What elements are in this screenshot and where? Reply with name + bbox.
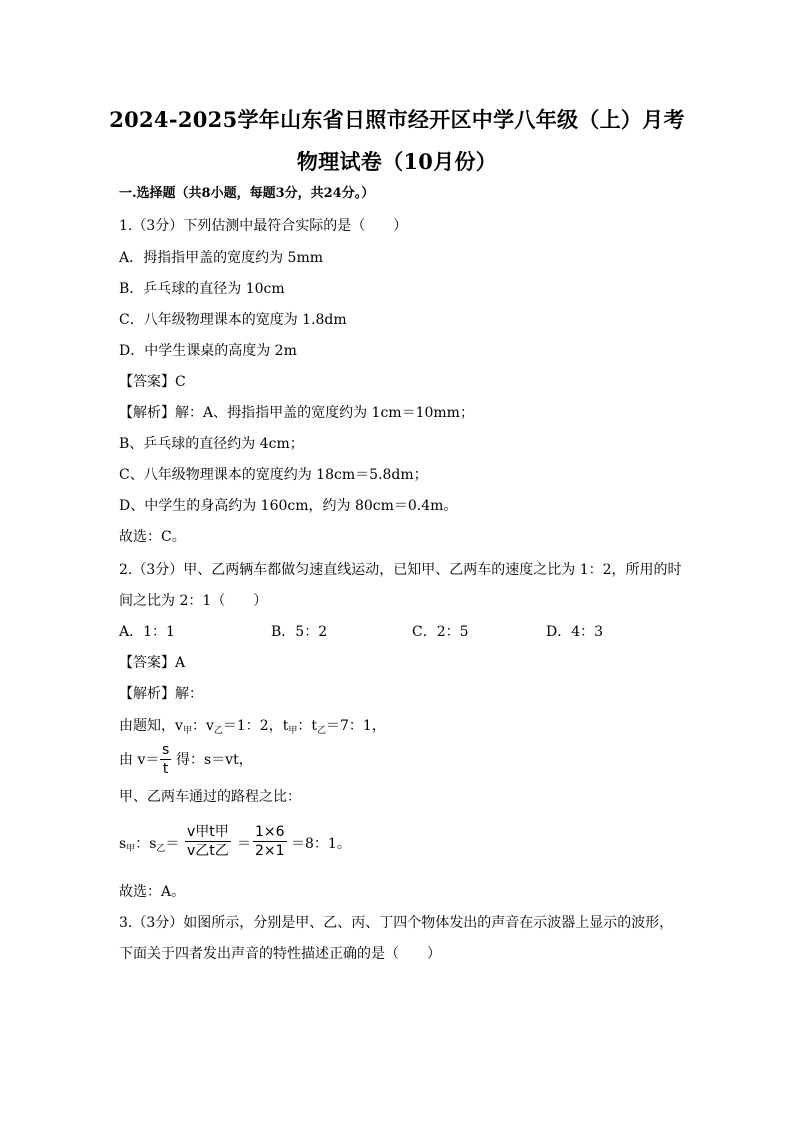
q1-analysis-line: C、八年级物理课本的宽度约为 18cm＝5.8dm； — [119, 467, 428, 483]
formula-numerator: s — [162, 742, 170, 758]
q1-option-c: C．八年级物理课本的宽度为 1.8dm — [119, 312, 347, 328]
q2-distance-text: 甲、乙两车通过的路程之比： — [119, 789, 301, 805]
ratio-fraction-1 — [185, 823, 231, 860]
ratio-fraction-2-denominator: 2×1 — [255, 843, 285, 859]
given-t-symbol: t — [282, 718, 289, 734]
ratio-s-symbol: s — [149, 836, 157, 852]
ratio-jia-sub: 甲 — [126, 844, 136, 854]
given-v-ratio: ＝1：2， — [222, 718, 283, 734]
given-t-symbol: t — [311, 718, 317, 734]
q2-analysis-head: 【解析】解： — [119, 686, 203, 702]
q2-option-a: A．1：1 — [119, 624, 175, 640]
q2-option-c: C．2：5 — [412, 624, 469, 640]
formula-denominator: t — [162, 761, 169, 777]
q3-stem-line-2: 下面关于四者发出声音的特性描述正确的是（ ） — [119, 946, 441, 962]
q3-stem-line-1: 3.（3分）如图所示，分别是甲、乙、丙、丁四个物体发出的声音在示波器上显示的波形， — [119, 915, 674, 931]
q1-option-b: B．乒乓球的直径为 10cm — [119, 281, 285, 297]
ratio-colon: ： — [135, 836, 150, 852]
given-colon: ： — [191, 718, 206, 734]
ratio-lhs — [119, 834, 179, 856]
ratio-result: ＝8：1。 — [291, 836, 351, 852]
q1-option-a: A．拇指指甲盖的宽度约为 5mm — [119, 250, 324, 266]
ratio-equals: ＝ — [237, 836, 251, 852]
section-heading: 一.选择题（共8小题，每题3分，共24分。） — [119, 186, 375, 201]
given-v-symbol: v — [175, 718, 183, 734]
q1-analysis-line: B、乒乓球的直径约为 4cm； — [119, 436, 304, 452]
q2-stem-line-1: 2.（3分）甲、乙两辆车都做匀速直线运动，已知甲、乙两车的速度之比为 1：2，所用的时 — [119, 562, 682, 578]
title-line-1: 2024-2025学年山东省日照市经开区中学八年级（上）月考 — [109, 107, 685, 132]
q1-stem: 1.（3分）下列估测中最符合实际的是（ ） — [119, 218, 408, 234]
given-yi-sub: 乙 — [213, 726, 223, 736]
title-line-2: 物理试卷（10月份） — [296, 149, 498, 174]
q1-conclusion: 故选：C。 — [119, 529, 186, 545]
ratio-s-symbol: s — [119, 836, 127, 852]
given-colon: ： — [297, 718, 312, 734]
given-prefix: 由题知， — [119, 718, 175, 734]
formula-suffix: 得：s＝vt， — [176, 752, 253, 768]
ratio-fraction-1-denominator: v乙t乙 — [187, 843, 229, 859]
ratio-yi-sub: 乙 — [156, 844, 166, 854]
q2-stem-line-2: 间之比为 2：1（ ） — [119, 593, 268, 609]
q1-analysis-line: 【解析】解：A、拇指指甲盖的宽度约为 1cm＝10mm； — [119, 405, 474, 421]
q1-option-d: D．中学生课桌的高度为 2m — [119, 343, 297, 359]
given-t-ratio: ＝7：1， — [326, 718, 386, 734]
q2-option-d: D．4：3 — [546, 624, 604, 640]
ratio-fraction-2 — [253, 823, 287, 860]
q2-given-line — [119, 716, 386, 738]
q1-answer: 【答案】C — [119, 374, 186, 390]
ratio-fraction-1-numerator: v甲t甲 — [187, 824, 229, 840]
q2-answer: 【答案】A — [119, 655, 186, 671]
q2-conclusion: 故选：A。 — [119, 884, 186, 900]
given-v-symbol: v — [205, 718, 214, 734]
formula-prefix: 由 v＝ — [119, 752, 160, 768]
given-yi-sub: 乙 — [317, 726, 327, 736]
given-jia-sub: 甲 — [182, 726, 192, 736]
ratio-equals: ＝ — [165, 836, 180, 852]
formula-fraction — [160, 741, 171, 778]
ratio-fraction-2-numerator: 1×6 — [255, 824, 285, 840]
q2-option-b: B．5：2 — [271, 624, 328, 640]
q1-analysis-line: D、中学生的身高约为 160cm，约为 80cm＝0.4m。 — [119, 498, 458, 514]
given-jia-sub: 甲 — [288, 726, 298, 736]
